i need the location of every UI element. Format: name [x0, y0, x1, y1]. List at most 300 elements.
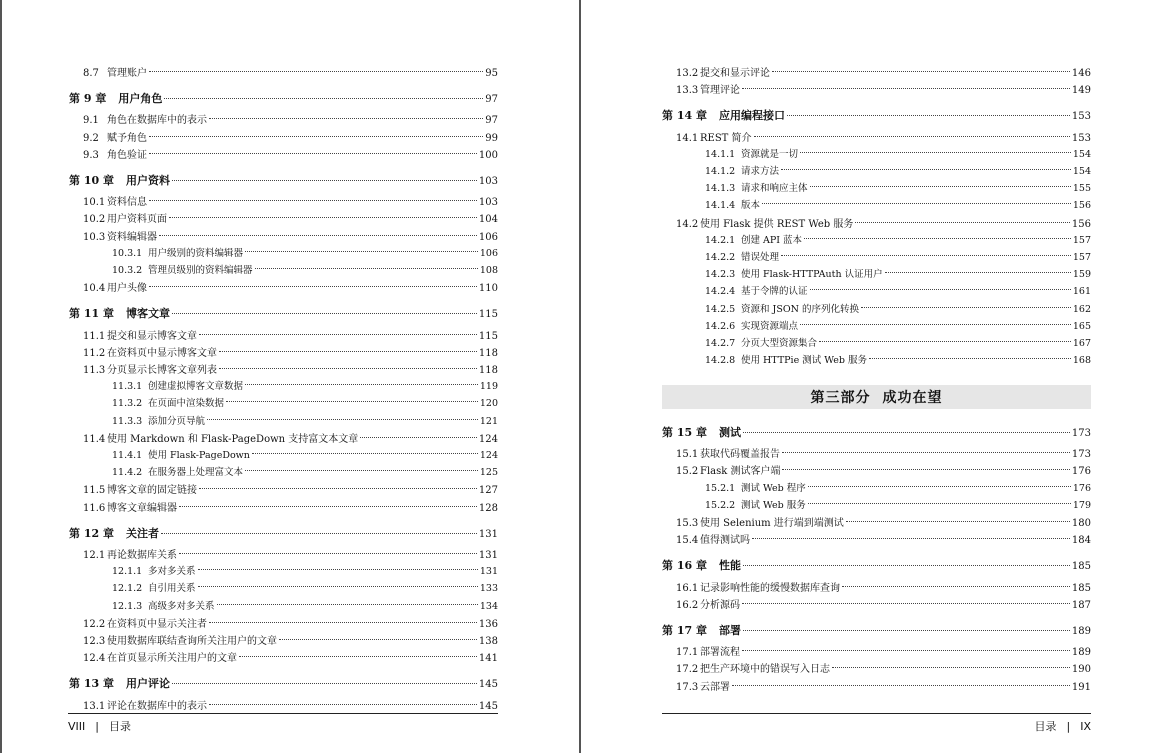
toc-leader — [861, 307, 1071, 308]
toc-page: 176 — [1072, 482, 1091, 494]
toc-section — [676, 215, 1091, 230]
toc-leader — [810, 289, 1071, 290]
toc-leader — [732, 685, 1070, 686]
left-page-number: VIII — [68, 719, 86, 733]
toc-title: 分析源码 — [700, 599, 740, 611]
toc-number: 第 12 章 — [69, 526, 114, 540]
part-title: 成功在望 — [882, 390, 943, 406]
toc-title: 添加分页导航 — [148, 415, 206, 427]
toc-subsection — [705, 146, 1091, 160]
toc-title: 管理账户 — [107, 68, 147, 79]
toc-number: 10.4 — [83, 283, 106, 295]
toc-page: 187 — [1071, 599, 1091, 611]
toc-page: 184 — [1071, 535, 1091, 547]
toc-page: 189 — [1071, 647, 1091, 659]
footer-separator: | — [95, 719, 99, 733]
toc-leader — [198, 586, 478, 587]
toc-number: 17.2 — [676, 664, 699, 676]
toc-title: 使用 Flask-PageDown — [148, 450, 250, 461]
toc-page: 162 — [1072, 303, 1091, 315]
toc-title: 在页面中渲染数据 — [148, 398, 225, 410]
left-footer-label: 目录 — [108, 720, 131, 733]
toc-page: 156 — [1072, 200, 1091, 212]
toc-title: 分页大型资源集合 — [741, 338, 818, 349]
toc-title: Flask 测试客户端 — [700, 466, 781, 478]
toc-number: 14.2 — [676, 218, 699, 230]
toc-number: 17.3 — [676, 681, 699, 693]
right-page-number: IX — [1080, 719, 1091, 733]
right-footer-rule — [662, 713, 1091, 714]
toc-number: 第 14 章 — [662, 109, 707, 123]
toc-number: 第 15 章 — [662, 426, 707, 439]
toc-chapter — [662, 557, 1091, 573]
toc-title: 请求方法 — [741, 166, 780, 177]
toc-page: 106 — [478, 231, 498, 243]
toc-title: 版本 — [741, 200, 761, 212]
toc-subsection — [112, 447, 498, 461]
toc-title: 使用 Flask 提供 REST Web 服务 — [700, 218, 854, 230]
toc-number: 13.2 — [676, 68, 699, 79]
toc-leader — [743, 565, 1070, 566]
toc-title: 多对多关系 — [148, 566, 196, 578]
toc-leader — [360, 437, 477, 438]
toc-section — [83, 228, 498, 243]
toc-page: 104 — [478, 214, 498, 226]
toc-section — [83, 64, 498, 79]
toc-leader — [198, 569, 478, 570]
toc-leader — [159, 235, 477, 236]
toc-leader — [255, 268, 478, 269]
toc-leader — [164, 98, 483, 99]
toc-subsection — [705, 180, 1091, 194]
toc-number: 10.1 — [83, 197, 106, 209]
toc-page: 134 — [479, 600, 498, 612]
toc-page: 161 — [1072, 286, 1091, 298]
toc-leader — [245, 384, 478, 385]
toc-subsection — [705, 335, 1091, 349]
toc-page: 131 — [478, 528, 498, 540]
toc-title: 使用数据库联结查询所关注用户的文章 — [107, 636, 277, 647]
toc-leader — [752, 538, 1070, 539]
toc-number: 12.4 — [83, 653, 106, 665]
toc-title: 关注者 — [125, 526, 159, 540]
part-banner — [662, 385, 1091, 409]
toc-title: 分页显示长博客文章列表 — [107, 365, 217, 376]
toc-leader — [219, 351, 477, 352]
toc-section — [83, 499, 498, 514]
toc-number: 11.3.3 — [112, 415, 143, 427]
toc-leader — [754, 136, 1070, 137]
toc-page: 156 — [1071, 218, 1091, 230]
toc-section — [83, 481, 498, 496]
toc-page: 146 — [1071, 68, 1091, 79]
toc-leader — [782, 452, 1070, 453]
toc-subsection — [112, 598, 498, 612]
toc-number: 10.3.2 — [112, 265, 143, 276]
toc-page: 141 — [478, 653, 498, 665]
toc-chapter — [662, 622, 1091, 638]
toc-number: 9.1 — [83, 115, 99, 127]
toc-subsection — [705, 318, 1091, 332]
toc-title: 用户资料 — [125, 174, 170, 187]
toc-leader — [842, 586, 1070, 587]
toc-number: 第 11 章 — [69, 307, 114, 321]
toc-page: 106 — [479, 247, 498, 259]
toc-number: 12.1 — [83, 550, 106, 561]
toc-number: 14.2.4 — [705, 286, 736, 298]
toc-page: 159 — [1072, 269, 1091, 281]
toc-page: 127 — [478, 485, 498, 497]
toc-number: 10.3.1 — [112, 247, 143, 259]
toc-page: 128 — [478, 502, 498, 514]
toc-page: 108 — [479, 265, 498, 276]
toc-leader — [149, 200, 477, 201]
toc-page: 131 — [479, 566, 498, 578]
toc-number: 14.2.7 — [705, 338, 736, 349]
toc-title: 创建虚拟博客文章数据 — [148, 381, 244, 393]
toc-leader — [219, 368, 477, 369]
toc-leader — [161, 533, 477, 534]
toc-page: 173 — [1071, 428, 1091, 439]
toc-title: 把生产环境中的错误写入日志 — [700, 664, 830, 676]
toc-leader — [172, 313, 477, 314]
toc-leader — [781, 169, 1071, 170]
toc-section — [676, 531, 1091, 546]
toc-title: 提交和显示评论 — [700, 68, 770, 79]
toc-chapter — [69, 172, 498, 188]
toc-subsection — [112, 413, 498, 427]
toc-page: 190 — [1071, 664, 1091, 676]
toc-page: 103 — [478, 176, 498, 187]
toc-title: 创建 API 蓝本 — [741, 234, 803, 246]
toc-leader — [217, 604, 478, 605]
toc-title: 用户级别的资料编辑器 — [148, 247, 244, 259]
toc-number: 11.2 — [83, 347, 106, 359]
toc-section — [83, 146, 498, 161]
toc-number: 8.7 — [83, 68, 99, 79]
toc-subsection — [705, 163, 1091, 177]
toc-chapter — [662, 107, 1091, 123]
toc-number: 第 13 章 — [69, 677, 114, 691]
footer-separator: | — [1066, 719, 1071, 733]
toc-page: 179 — [1072, 499, 1091, 511]
toc-subsection — [112, 580, 498, 594]
toc-number: 15.4 — [676, 535, 699, 547]
toc-leader — [245, 470, 478, 471]
right-footer-label: 目录 — [1034, 720, 1057, 733]
toc-subsection — [112, 245, 498, 259]
toc-number: 第 10 章 — [69, 174, 114, 187]
toc-leader — [846, 521, 1070, 522]
toc-leader — [762, 203, 1071, 204]
toc-leader — [743, 630, 1070, 631]
toc-chapter — [69, 90, 498, 106]
toc-subsection — [705, 197, 1091, 211]
toc-subsection — [112, 563, 498, 577]
toc-subsection — [705, 266, 1091, 280]
toc-subsection — [112, 262, 498, 276]
toc-page: 95 — [485, 68, 498, 79]
toc-title: 赋予角色 — [107, 132, 147, 144]
toc-page: 185 — [1071, 561, 1091, 573]
toc-title: 部署流程 — [700, 647, 740, 659]
toc-number: 9.2 — [83, 132, 99, 144]
toc-page: 185 — [1071, 582, 1091, 594]
toc-title: 用户头像 — [107, 283, 147, 295]
toc-section — [676, 596, 1091, 611]
toc-number: 12.1.3 — [112, 600, 143, 612]
toc-title: 使用 HTTPie 测试 Web 服务 — [741, 355, 867, 367]
toc-subsection — [705, 283, 1091, 297]
toc-section — [676, 660, 1091, 675]
toc-leader — [742, 650, 1070, 651]
left-footer-rule — [68, 713, 498, 714]
toc-page: 138 — [478, 636, 498, 647]
toc-number: 14.1.2 — [705, 166, 736, 177]
toc-page: 120 — [479, 398, 498, 410]
toc-page: 99 — [485, 132, 498, 144]
toc-section — [83, 344, 498, 359]
toc-section — [83, 279, 498, 294]
toc-section — [676, 643, 1091, 658]
toc-subsection — [112, 378, 498, 392]
toc-subsection — [112, 395, 498, 409]
toc-title: 自引用关系 — [148, 583, 196, 595]
toc-leader — [885, 272, 1071, 273]
toc-page: 121 — [479, 415, 498, 427]
toc-page: 110 — [478, 283, 498, 295]
toc-page: 157 — [1072, 234, 1091, 246]
toc-section — [83, 327, 498, 342]
toc-number: 10.2 — [83, 214, 106, 226]
toc-section — [676, 64, 1091, 79]
toc-section — [83, 111, 498, 126]
toc-page: 180 — [1071, 518, 1091, 529]
toc-leader — [855, 222, 1070, 223]
toc-chapter — [662, 424, 1091, 440]
toc-section — [83, 649, 498, 664]
toc-leader — [199, 334, 477, 335]
toc-page: 168 — [1072, 355, 1091, 367]
toc-title: 请求和响应主体 — [741, 183, 808, 195]
toc-page: 165 — [1072, 320, 1091, 332]
toc-number: 第 16 章 — [662, 559, 707, 573]
toc-page: 155 — [1072, 183, 1091, 195]
toc-title: 博客文章编辑器 — [107, 502, 177, 514]
toc-number: 11.5 — [83, 485, 106, 497]
toc-title: 云部署 — [700, 681, 730, 693]
toc-leader — [772, 71, 1070, 72]
toc-page: 136 — [478, 618, 498, 630]
toc-title: 测试 — [718, 426, 741, 439]
toc-title: 应用编程接口 — [718, 109, 785, 123]
toc-section — [676, 579, 1091, 594]
toc-number: 第 17 章 — [662, 624, 707, 637]
toc-section — [83, 615, 498, 630]
toc-section — [83, 697, 498, 712]
toc-number: 13.3 — [676, 85, 699, 97]
toc-title: 测试 Web 服务 — [741, 499, 806, 511]
toc-page: 133 — [479, 583, 498, 595]
toc-section — [83, 129, 498, 144]
toc-leader — [810, 186, 1071, 187]
toc-leader — [742, 603, 1070, 604]
toc-title: 博客文章 — [125, 307, 170, 321]
toc-page: 97 — [485, 115, 498, 127]
toc-title: 在资料页中显示博客文章 — [107, 347, 217, 359]
toc-title: 值得测试吗 — [700, 535, 750, 547]
toc-number: 14.1.4 — [705, 200, 736, 212]
toc-page: 115 — [478, 309, 498, 321]
toc-page: 154 — [1072, 148, 1091, 160]
toc-number: 17.1 — [676, 647, 699, 659]
toc-number: 12.1.2 — [112, 583, 143, 595]
toc-number: 14.1.1 — [705, 148, 736, 160]
toc-number: 15.2.1 — [705, 482, 736, 494]
toc-title: 在首页显示所关注用户的文章 — [107, 653, 237, 665]
toc-title: 资料信息 — [107, 197, 147, 209]
toc-leader — [808, 503, 1071, 504]
toc-leader — [252, 453, 478, 454]
toc-page: 173 — [1071, 449, 1091, 461]
toc-section — [83, 430, 498, 445]
toc-leader — [239, 656, 477, 657]
toc-section — [676, 81, 1091, 96]
toc-number: 12.2 — [83, 618, 106, 630]
toc-section — [83, 361, 498, 376]
toc-title: 资源和 JSON 的序列化转换 — [741, 303, 859, 315]
toc-page: 103 — [478, 197, 498, 209]
toc-title: 在服务器上处理富文本 — [148, 467, 244, 479]
toc-page: 100 — [478, 149, 498, 161]
toc-number: 11.3.1 — [112, 381, 143, 393]
toc-leader — [832, 667, 1070, 668]
toc-title: 用户角色 — [118, 92, 163, 106]
toc-leader — [209, 118, 483, 119]
right-footer — [1035, 718, 1092, 734]
toc-section — [83, 632, 498, 647]
toc-section — [83, 210, 498, 225]
toc-number: 16.1 — [676, 582, 699, 594]
toc-subsection — [705, 301, 1091, 315]
toc-leader — [279, 639, 477, 640]
toc-page: 191 — [1071, 681, 1091, 693]
toc-leader — [743, 432, 1070, 433]
toc-page: 189 — [1071, 626, 1091, 637]
toc-section — [676, 514, 1091, 529]
toc-number: 9.3 — [83, 149, 99, 161]
toc-title: 评论在数据库中的表示 — [107, 700, 207, 712]
toc-title: 博客文章的固定链接 — [107, 485, 197, 497]
toc-number: 11.4 — [83, 433, 106, 445]
toc-number: 11.3 — [83, 365, 106, 376]
toc-page: 97 — [485, 94, 498, 106]
toc-page: 125 — [479, 467, 498, 479]
toc-title: 在资料页中显示关注者 — [107, 618, 207, 630]
toc-number: 10.3 — [83, 231, 106, 243]
toc-leader — [800, 324, 1071, 325]
toc-number: 11.1 — [83, 330, 106, 342]
toc-number: 15.2 — [676, 466, 699, 478]
toc-title: 使用 Flask-HTTPAuth 认证用户 — [741, 269, 883, 281]
toc-number: 12.3 — [83, 636, 106, 647]
toc-leader — [169, 217, 477, 218]
toc-subsection — [705, 497, 1091, 511]
toc-title: 资料编辑器 — [107, 231, 157, 243]
toc-title: 记录影响性能的缓慢数据库查询 — [700, 582, 840, 594]
toc-leader — [782, 469, 1069, 470]
toc-title: 获取代码覆盖报告 — [700, 449, 780, 461]
toc-number: 14.1 — [676, 132, 699, 144]
toc-number: 13.1 — [83, 700, 106, 712]
toc-number: 15.3 — [676, 518, 699, 529]
toc-chapter — [69, 305, 498, 321]
toc-number: 11.4.1 — [112, 450, 143, 461]
toc-title: 管理评论 — [700, 85, 740, 97]
toc-title: 使用 Markdown 和 Flask-PageDown 支持富文本文章 — [107, 433, 359, 445]
toc-number: 16.2 — [676, 599, 699, 611]
toc-leader — [199, 488, 477, 489]
toc-subsection — [112, 464, 498, 478]
toc-section — [83, 193, 498, 208]
toc-section — [676, 129, 1091, 144]
toc-section — [83, 546, 498, 561]
toc-number: 11.4.2 — [112, 467, 143, 479]
toc-leader — [819, 341, 1071, 342]
toc-number: 15.1 — [676, 449, 699, 461]
toc-leader — [787, 115, 1070, 116]
toc-leader — [742, 88, 1070, 89]
toc-leader — [149, 286, 477, 287]
toc-leader — [781, 255, 1071, 256]
toc-section — [676, 462, 1091, 477]
toc-number: 14.2.6 — [705, 320, 736, 332]
toc-page: 154 — [1072, 166, 1091, 177]
toc-number: 11.3.2 — [112, 398, 143, 410]
toc-title: 错误处理 — [741, 252, 780, 263]
left-footer — [68, 718, 131, 734]
toc-leader — [804, 238, 1071, 239]
toc-leader — [172, 683, 477, 684]
toc-title: REST 简介 — [700, 132, 752, 144]
toc-title: 基于令牌的认证 — [741, 286, 808, 298]
toc-title: 用户资料页面 — [107, 214, 167, 226]
toc-title: 角色验证 — [107, 149, 147, 161]
toc-leader — [179, 553, 477, 554]
toc-leader — [209, 704, 477, 705]
toc-page: 153 — [1071, 132, 1091, 144]
toc-number: 第 9 章 — [69, 92, 107, 106]
toc-leader — [869, 358, 1071, 359]
toc-page: 157 — [1072, 252, 1091, 263]
toc-chapter — [69, 525, 498, 541]
toc-page: 167 — [1072, 338, 1091, 349]
toc-number: 14.2.2 — [705, 252, 736, 263]
toc-page: 118 — [478, 347, 498, 359]
toc-title: 再论数据库关系 — [107, 550, 177, 561]
toc-number: 14.1.3 — [705, 183, 736, 195]
toc-number: 15.2.2 — [705, 499, 736, 511]
toc-section — [676, 678, 1091, 693]
toc-leader — [149, 153, 477, 154]
toc-title: 提交和显示博客文章 — [107, 330, 197, 342]
toc-leader — [149, 71, 483, 72]
toc-page: 153 — [1071, 111, 1091, 123]
toc-leader — [179, 506, 477, 507]
toc-title: 使用 Selenium 进行端到端测试 — [700, 518, 844, 529]
toc-leader — [149, 136, 483, 137]
toc-title: 角色在数据库中的表示 — [107, 115, 207, 127]
